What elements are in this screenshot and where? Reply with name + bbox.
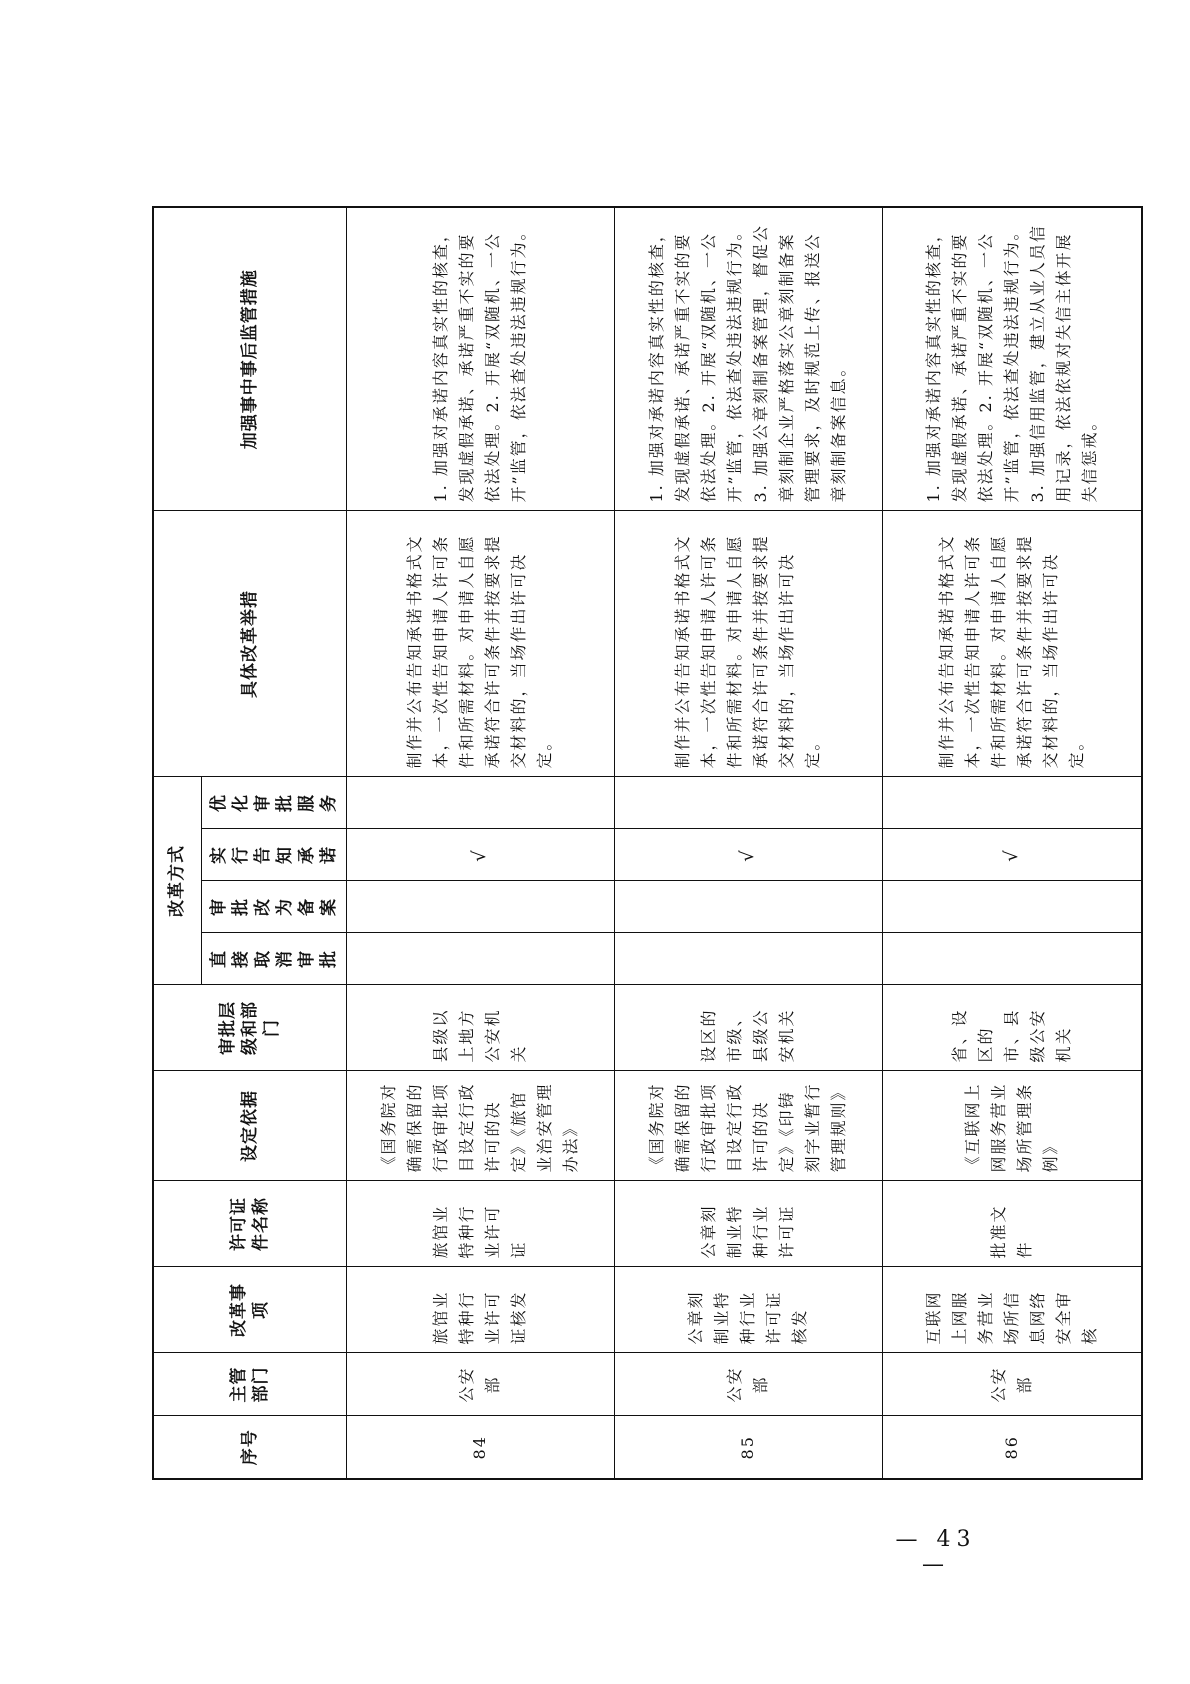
cell-item: 互联网上网服务营业场所信息网络安全审核 xyxy=(882,1267,1142,1353)
cell-level: 县级以上地方公安机关 xyxy=(346,985,614,1071)
cell-seq: 85 xyxy=(614,1416,882,1479)
cell-supervision: 1. 加强对承诺内容真实性的核查，发现虚假承诺、承诺严重不实的要依法处理。2. 开展“双随机、一公开”监管，依法查处违法违规行为。3. 加强公章刻制备案管理，督促公章刻制企业严格落实公章刻制备案管理要求，及时规范上传、报送公章刻制备案信息。 xyxy=(614,207,882,511)
col-header-license: 许可证件名称 xyxy=(153,1181,346,1267)
col-header-item: 改革事项 xyxy=(153,1267,346,1353)
cell-mode-optimize xyxy=(346,777,614,829)
col-header-dept: 主管部门 xyxy=(153,1353,346,1416)
cell-level: 设区的市级、县级公安机关 xyxy=(614,985,882,1071)
cell-mode-record xyxy=(882,881,1142,933)
cell-level: 省、设区的市、县级公安机关 xyxy=(882,985,1142,1071)
cell-measures: 制作并公布告知承诺书格式文本，一次性告知申请人许可条件和所需材料。对申请人自愿承诺符合许可条件并按要求提交材料的，当场作出许可决定。 xyxy=(882,511,1142,777)
cell-mode-optimize xyxy=(614,777,882,829)
cell-mode-promise: √ xyxy=(346,829,614,881)
col-header-supervision: 加强事中事后监管措施 xyxy=(153,207,346,511)
table-row xyxy=(882,207,1142,1479)
table-row xyxy=(614,207,882,1479)
cell-basis: 《互联网上网服务营业场所管理条例》 xyxy=(882,1071,1142,1181)
cell-mode-optimize xyxy=(882,777,1142,829)
cell-license: 公章刻制业特种行业许可证 xyxy=(614,1181,882,1267)
cell-license: 批准文件 xyxy=(882,1181,1142,1267)
header-row-1 xyxy=(153,207,201,1479)
cell-basis: 《国务院对确需保留的行政审批项目设定行政许可的决定》《印铸刻字业暂行管理规则》 xyxy=(614,1071,882,1181)
page-number: — 43 — xyxy=(895,1527,977,1577)
col-header-mode-optimize: 优化审批服务 xyxy=(201,777,346,829)
col-header-seq: 序号 xyxy=(153,1416,346,1479)
col-header-mode-record: 审批改为备案 xyxy=(201,881,346,933)
cell-dept: 公安部 xyxy=(346,1353,614,1416)
cell-measures: 制作并公布告知承诺书格式文本，一次性告知申请人许可条件和所需材料。对申请人自愿承诺符合许可条件并按要求提交材料的，当场作出许可决定。 xyxy=(614,511,882,777)
cell-basis: 《国务院对确需保留的行政审批项目设定行政许可的决定》《旅馆业治安管理办法》 xyxy=(346,1071,614,1181)
col-header-measures: 具体改革举措 xyxy=(153,511,346,777)
cell-mode-cancel xyxy=(346,933,614,985)
cell-measures: 制作并公布告知承诺书格式文本，一次性告知申请人许可条件和所需材料。对申请人自愿承诺符合许可条件并按要求提交材料的，当场作出许可决定。 xyxy=(346,511,614,777)
col-header-level: 审批层级和部门 xyxy=(153,985,346,1071)
rotated-table-wrapper xyxy=(152,208,1099,1480)
table-row xyxy=(346,207,614,1479)
reform-table xyxy=(152,206,1143,1480)
cell-item: 公章刻制业特种行业许可证核发 xyxy=(614,1267,882,1353)
cell-supervision: 1. 加强对承诺内容真实性的核查，发现虚假承诺、承诺严重不实的要依法处理。2. 开展“双随机、一公开”监管，依法查处违法违规行为。 xyxy=(346,207,614,511)
cell-seq: 84 xyxy=(346,1416,614,1479)
col-header-basis: 设定依据 xyxy=(153,1071,346,1181)
cell-mode-cancel xyxy=(614,933,882,985)
cell-item: 旅馆业特种行业许可证核发 xyxy=(346,1267,614,1353)
col-header-mode-cancel: 直接取消审批 xyxy=(201,933,346,985)
cell-dept: 公安部 xyxy=(614,1353,882,1416)
cell-mode-cancel xyxy=(882,933,1142,985)
cell-supervision: 1. 加强对承诺内容真实性的核查，发现虚假承诺、承诺严重不实的要依法处理。2. 开展“双随机、一公开”监管，依法查处违法违规行为。3. 加强信用监管，建立从业人员信用记录，依法依规对失信主体开展失信惩戒。 xyxy=(882,207,1142,511)
cell-seq: 86 xyxy=(882,1416,1142,1479)
col-header-mode-promise: 实行告知承诺 xyxy=(201,829,346,881)
cell-dept: 公安部 xyxy=(882,1353,1142,1416)
cell-mode-record xyxy=(346,881,614,933)
cell-mode-promise: √ xyxy=(614,829,882,881)
col-header-reform-mode: 改革方式 xyxy=(153,777,201,985)
cell-mode-promise: √ xyxy=(882,829,1142,881)
cell-license: 旅馆业特种行业许可证 xyxy=(346,1181,614,1267)
cell-mode-record xyxy=(614,881,882,933)
